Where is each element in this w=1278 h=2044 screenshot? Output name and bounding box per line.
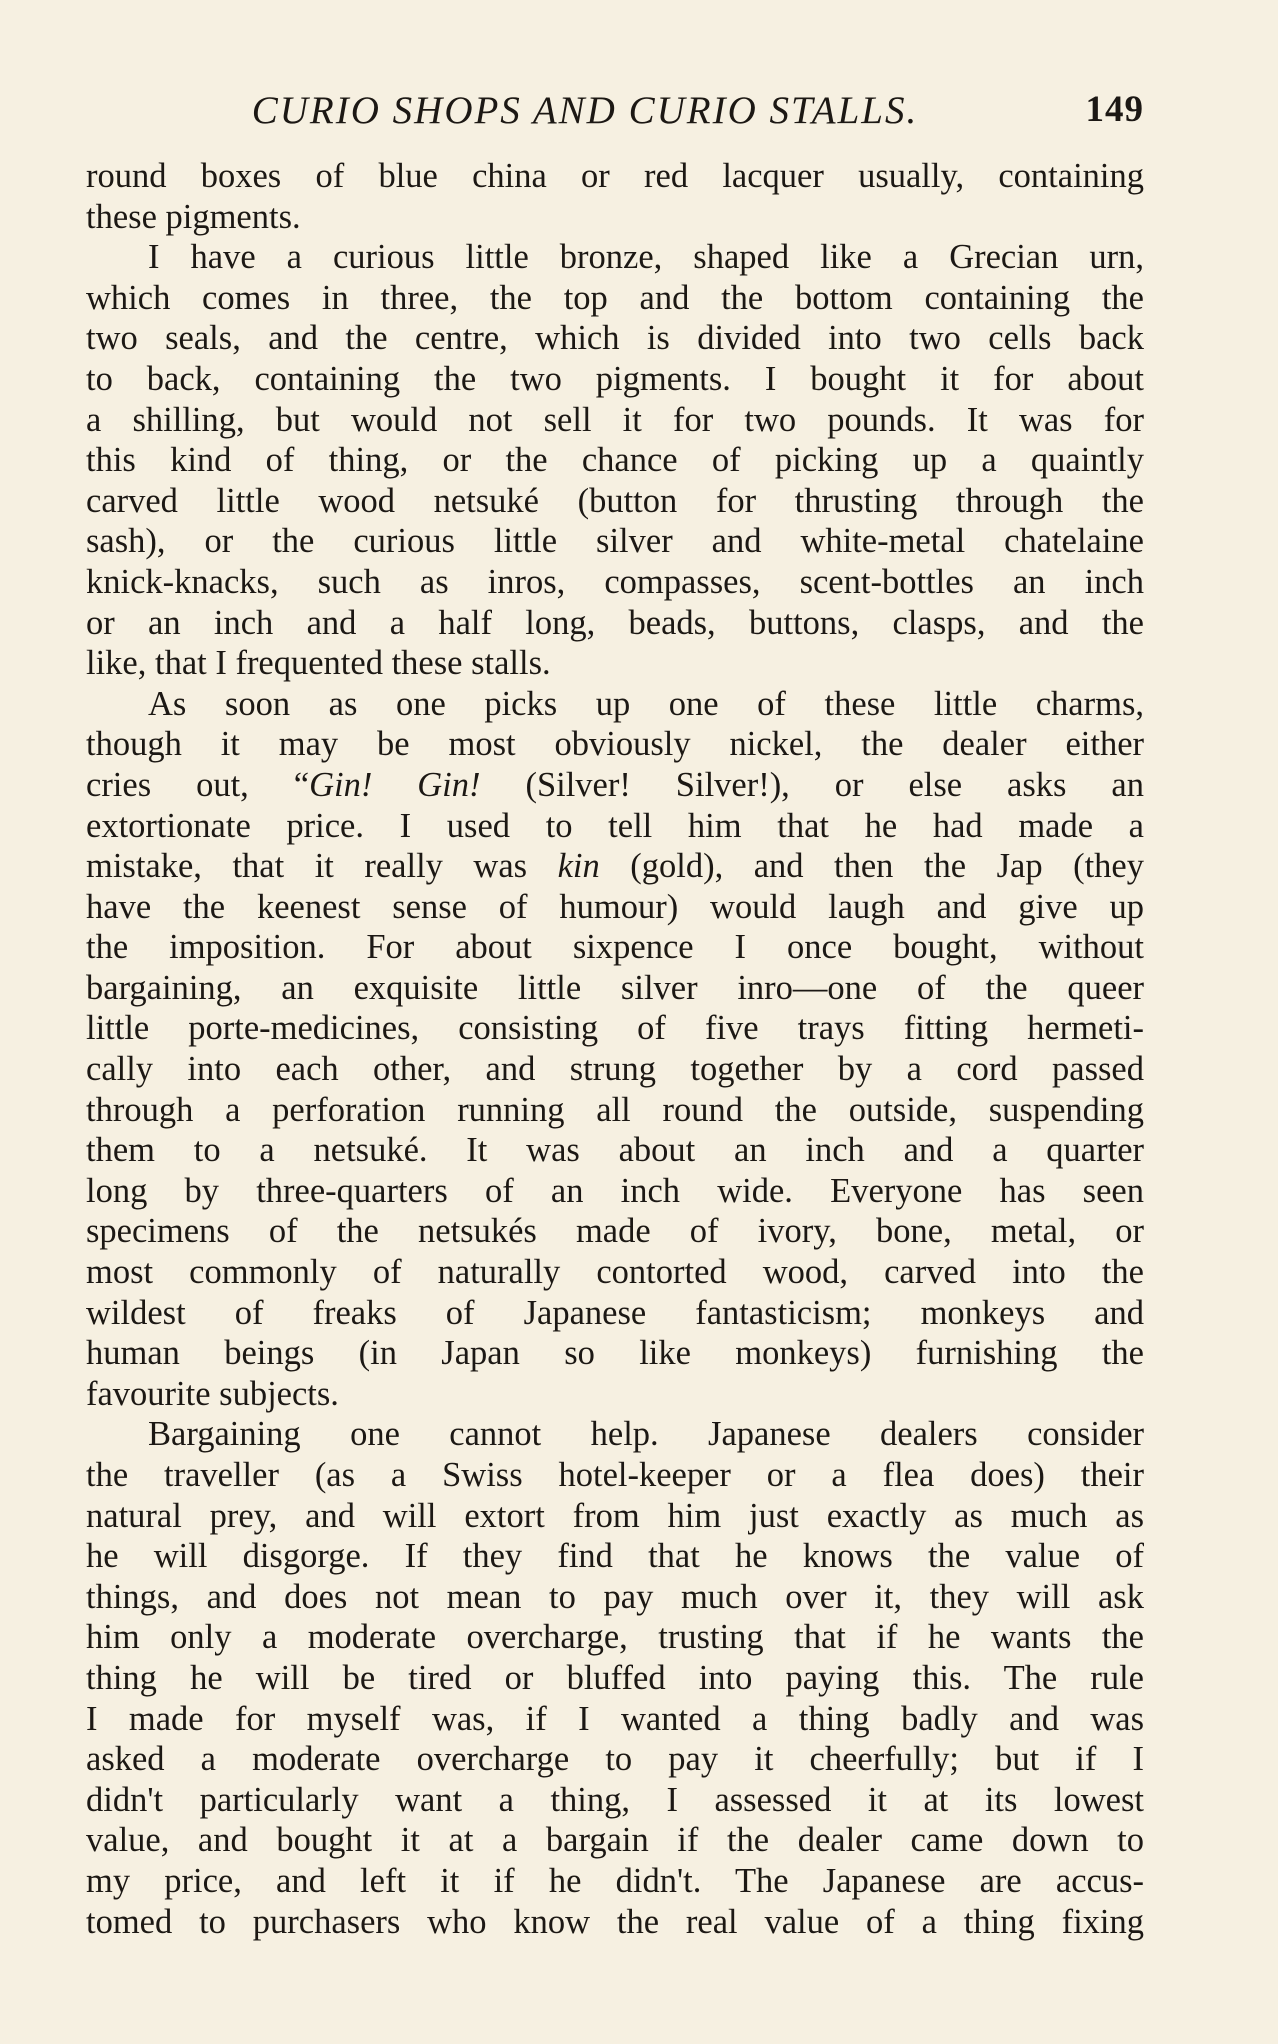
paragraph-start-line: I have a curious little bronze, shaped like a Grecian urn,: [148, 238, 1144, 277]
text-line: knick-knacks, such as inros, compasses, scent-bottles an inch: [86, 562, 1144, 601]
italic-word: kin: [557, 847, 600, 886]
text-line: [86, 846, 1144, 887]
text-line: him only a moderate overcharge, trusting that if he wants the: [86, 1618, 1144, 1657]
paragraph-start-line: As soon as one picks up one of these little charms,: [148, 684, 1144, 723]
text-line: sash), or the curious little silver and white-metal chatelaine: [86, 522, 1144, 561]
body-text: [86, 156, 1144, 1942]
text-line: long by three-quarters of an inch wide. Everyone has seen: [86, 1171, 1144, 1210]
text-line: bargaining, an exquisite little silver inro—one of the queer: [86, 968, 1144, 1007]
text-line: he will disgorge. If they find that he knows the value of: [86, 1537, 1144, 1576]
text-line: carved little wood netsuké (button for thrusting through the: [86, 481, 1144, 520]
text-line: my price, and left it if he didn't. The Japanese are accus-: [86, 1861, 1144, 1900]
page-number: 149: [1085, 89, 1144, 130]
text-line: which comes in three, the top and the bottom containing the: [86, 278, 1144, 317]
text-line: these pigments.: [86, 197, 301, 236]
text-line: them to a netsuké. It was about an inch and a quarter: [86, 1131, 1144, 1170]
line-text-before-italic: cries out, “: [86, 765, 310, 804]
text-line: round boxes of blue china or red lacquer usually, containing: [86, 157, 1144, 195]
text-line: [86, 765, 1144, 806]
text-line: I made for myself was, if I wanted a thing badly and was: [86, 1699, 1144, 1738]
paragraph-start-line: Bargaining one cannot help. Japanese dealers consider: [148, 1415, 1144, 1454]
text-line: extortionate price. I used to tell him that he had made a: [86, 806, 1144, 845]
text-line: this kind of thing, or the chance of picking up a quaintly: [86, 441, 1144, 480]
text-line: most commonly of naturally contorted wood, carved into the: [86, 1253, 1144, 1292]
text-line: natural prey, and will extort from him just exactly as much as: [86, 1496, 1144, 1535]
line-text-after-italic: (gold), and then the Jap (they: [599, 847, 1144, 886]
text-line: two seals, and the centre, which is divided into two cells back: [86, 319, 1144, 358]
text-line: wildest of freaks of Japanese fantasticism; monkeys and: [86, 1293, 1144, 1332]
text-line: like, that I frequented these stalls.: [86, 644, 551, 683]
italic-phrase: Gin! Gin!: [309, 765, 481, 804]
text-line: have the keenest sense of humour) would laugh and give up: [86, 887, 1144, 926]
book-page: [86, 88, 1144, 1942]
text-line: to back, containing the two pigments. I bought it for about: [86, 359, 1144, 398]
line-text-before-italic: mistake, that it really was: [86, 847, 558, 886]
text-line: specimens of the netsukés made of ivory, bone, metal, or: [86, 1212, 1144, 1251]
text-line: a shilling, but would not sell it for two pounds. It was for: [86, 400, 1144, 439]
running-head: [86, 88, 1144, 146]
text-line: human beings (in Japan so like monkeys) furnishing the: [86, 1334, 1144, 1373]
text-line: asked a moderate overcharge to pay it cheerfully; but if I: [86, 1740, 1144, 1779]
text-line: things, and does not mean to pay much over it, they will ask: [86, 1577, 1144, 1616]
text-line: through a perforation running all round the outside, suspending: [86, 1090, 1144, 1129]
text-line: cally into each other, and strung together by a cord passed: [86, 1050, 1144, 1089]
text-line: the imposition. For about sixpence I once bought, without: [86, 928, 1144, 967]
text-line: though it may be most obviously nickel, the dealer either: [86, 725, 1144, 764]
text-line: didn't particularly want a thing, I assessed it at its lowest: [86, 1780, 1144, 1819]
text-line: tomed to purchasers who know the real value of a thing fixing: [86, 1902, 1144, 1941]
running-title: CURIO SHOPS AND CURIO STALLS.: [251, 89, 919, 132]
text-line: thing he will be tired or bluffed into paying this. The rule: [86, 1658, 1144, 1697]
text-line: or an inch and a half long, beads, buttons, clasps, and the: [86, 603, 1144, 642]
text-line: favourite subjects.: [86, 1374, 339, 1413]
text-line: little porte-medicines, consisting of five trays fitting hermeti-: [86, 1009, 1144, 1048]
text-line: value, and bought it at a bargain if the dealer came down to: [86, 1821, 1144, 1860]
line-text-after-italic: (Silver! Silver!), or else asks an: [480, 765, 1144, 804]
text-line: the traveller (as a Swiss hotel-keeper or a flea does) their: [86, 1456, 1144, 1494]
